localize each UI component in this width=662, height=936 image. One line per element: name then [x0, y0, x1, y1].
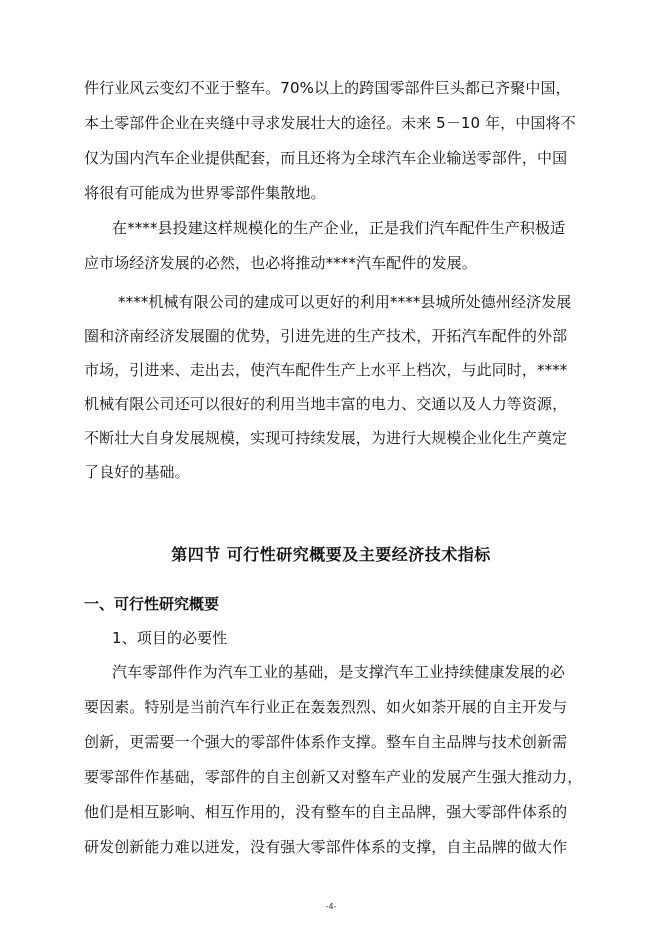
paragraph-4-line-5: 他们是相互影响、相互作用的，没有整车的自主品牌，强大零部件体系的: [84, 803, 568, 821]
paragraph-1-line-4: 将很有可能成为世界零部件集散地。: [84, 184, 326, 202]
paragraph-4-line-2: 要因素。特别是当前汽车行业正在轰轰烈烈、如火如荼开展的自主开发与: [84, 698, 568, 716]
paragraph-2-line-1: 在****县投建这样规模化的生产企业，正是我们汽车配件生产积极适: [112, 219, 566, 237]
paragraph-4-line-6: 研发创新能力难以迸发，没有强大零部件体系的支撑，自主品牌的做大作: [84, 838, 568, 856]
paragraph-2-line-2: 应市场经济发展的必然，也必将推动****汽车配件的发展。: [84, 254, 477, 272]
section-title: 第四节 可行性研究概要及主要经济技术指标: [171, 545, 491, 564]
paragraph-3-line-6: 了良好的基础。: [84, 463, 190, 481]
paragraph-1-line-3: 仅为国内汽车企业提供配套，而且还将为全球汽车企业输送零部件，中国: [84, 149, 568, 167]
subsection-title: 一、可行性研究概要: [84, 595, 220, 613]
paragraph-3-line-4: 机械有限公司还可以很好的利用当地丰富的电力、交通以及人力等资源，: [84, 395, 568, 413]
paragraph-3-line-2: 圈和济南经济发展圈的优势，引进先进的生产技术，开拓汽车配件的外部: [84, 327, 568, 345]
paragraph-4-line-3: 创新，更需要一个强大的零部件体系作支撑。整车自主品牌与技术创新需: [84, 733, 568, 751]
paragraph-4-line-1: 汽车零部件作为汽车工业的基础，是支撑汽车工业持续健康发展的必: [112, 663, 566, 681]
item-title: 1、项目的必要性: [112, 629, 228, 647]
page-number: -4-: [325, 902, 337, 911]
paragraph-1-line-1: 件行业风云变幻不亚于整车。70%以上的跨国零部件巨头都已齐聚中国，: [84, 79, 571, 97]
paragraph-3-line-1: ****机械有限公司的建成可以更好的利用****县城所处德州经济发展: [118, 293, 572, 311]
paragraph-4-line-4: 要零部件作基础，零部件的自主创新又对整车产业的发展产生强大推动力，: [84, 768, 583, 786]
paragraph-1-line-2: 本土零部件企业在夹缝中寻求发展壮大的途径。未来 5－10 年，中国将不: [84, 114, 576, 132]
paragraph-3-line-3: 市场，引进来、走出去，使汽车配件生产上水平上档次，与此同时，****: [84, 361, 568, 379]
paragraph-3-line-5: 不断壮大自身发展规模，实现可持续发展，为进行大规模企业化生产奠定: [84, 429, 568, 447]
